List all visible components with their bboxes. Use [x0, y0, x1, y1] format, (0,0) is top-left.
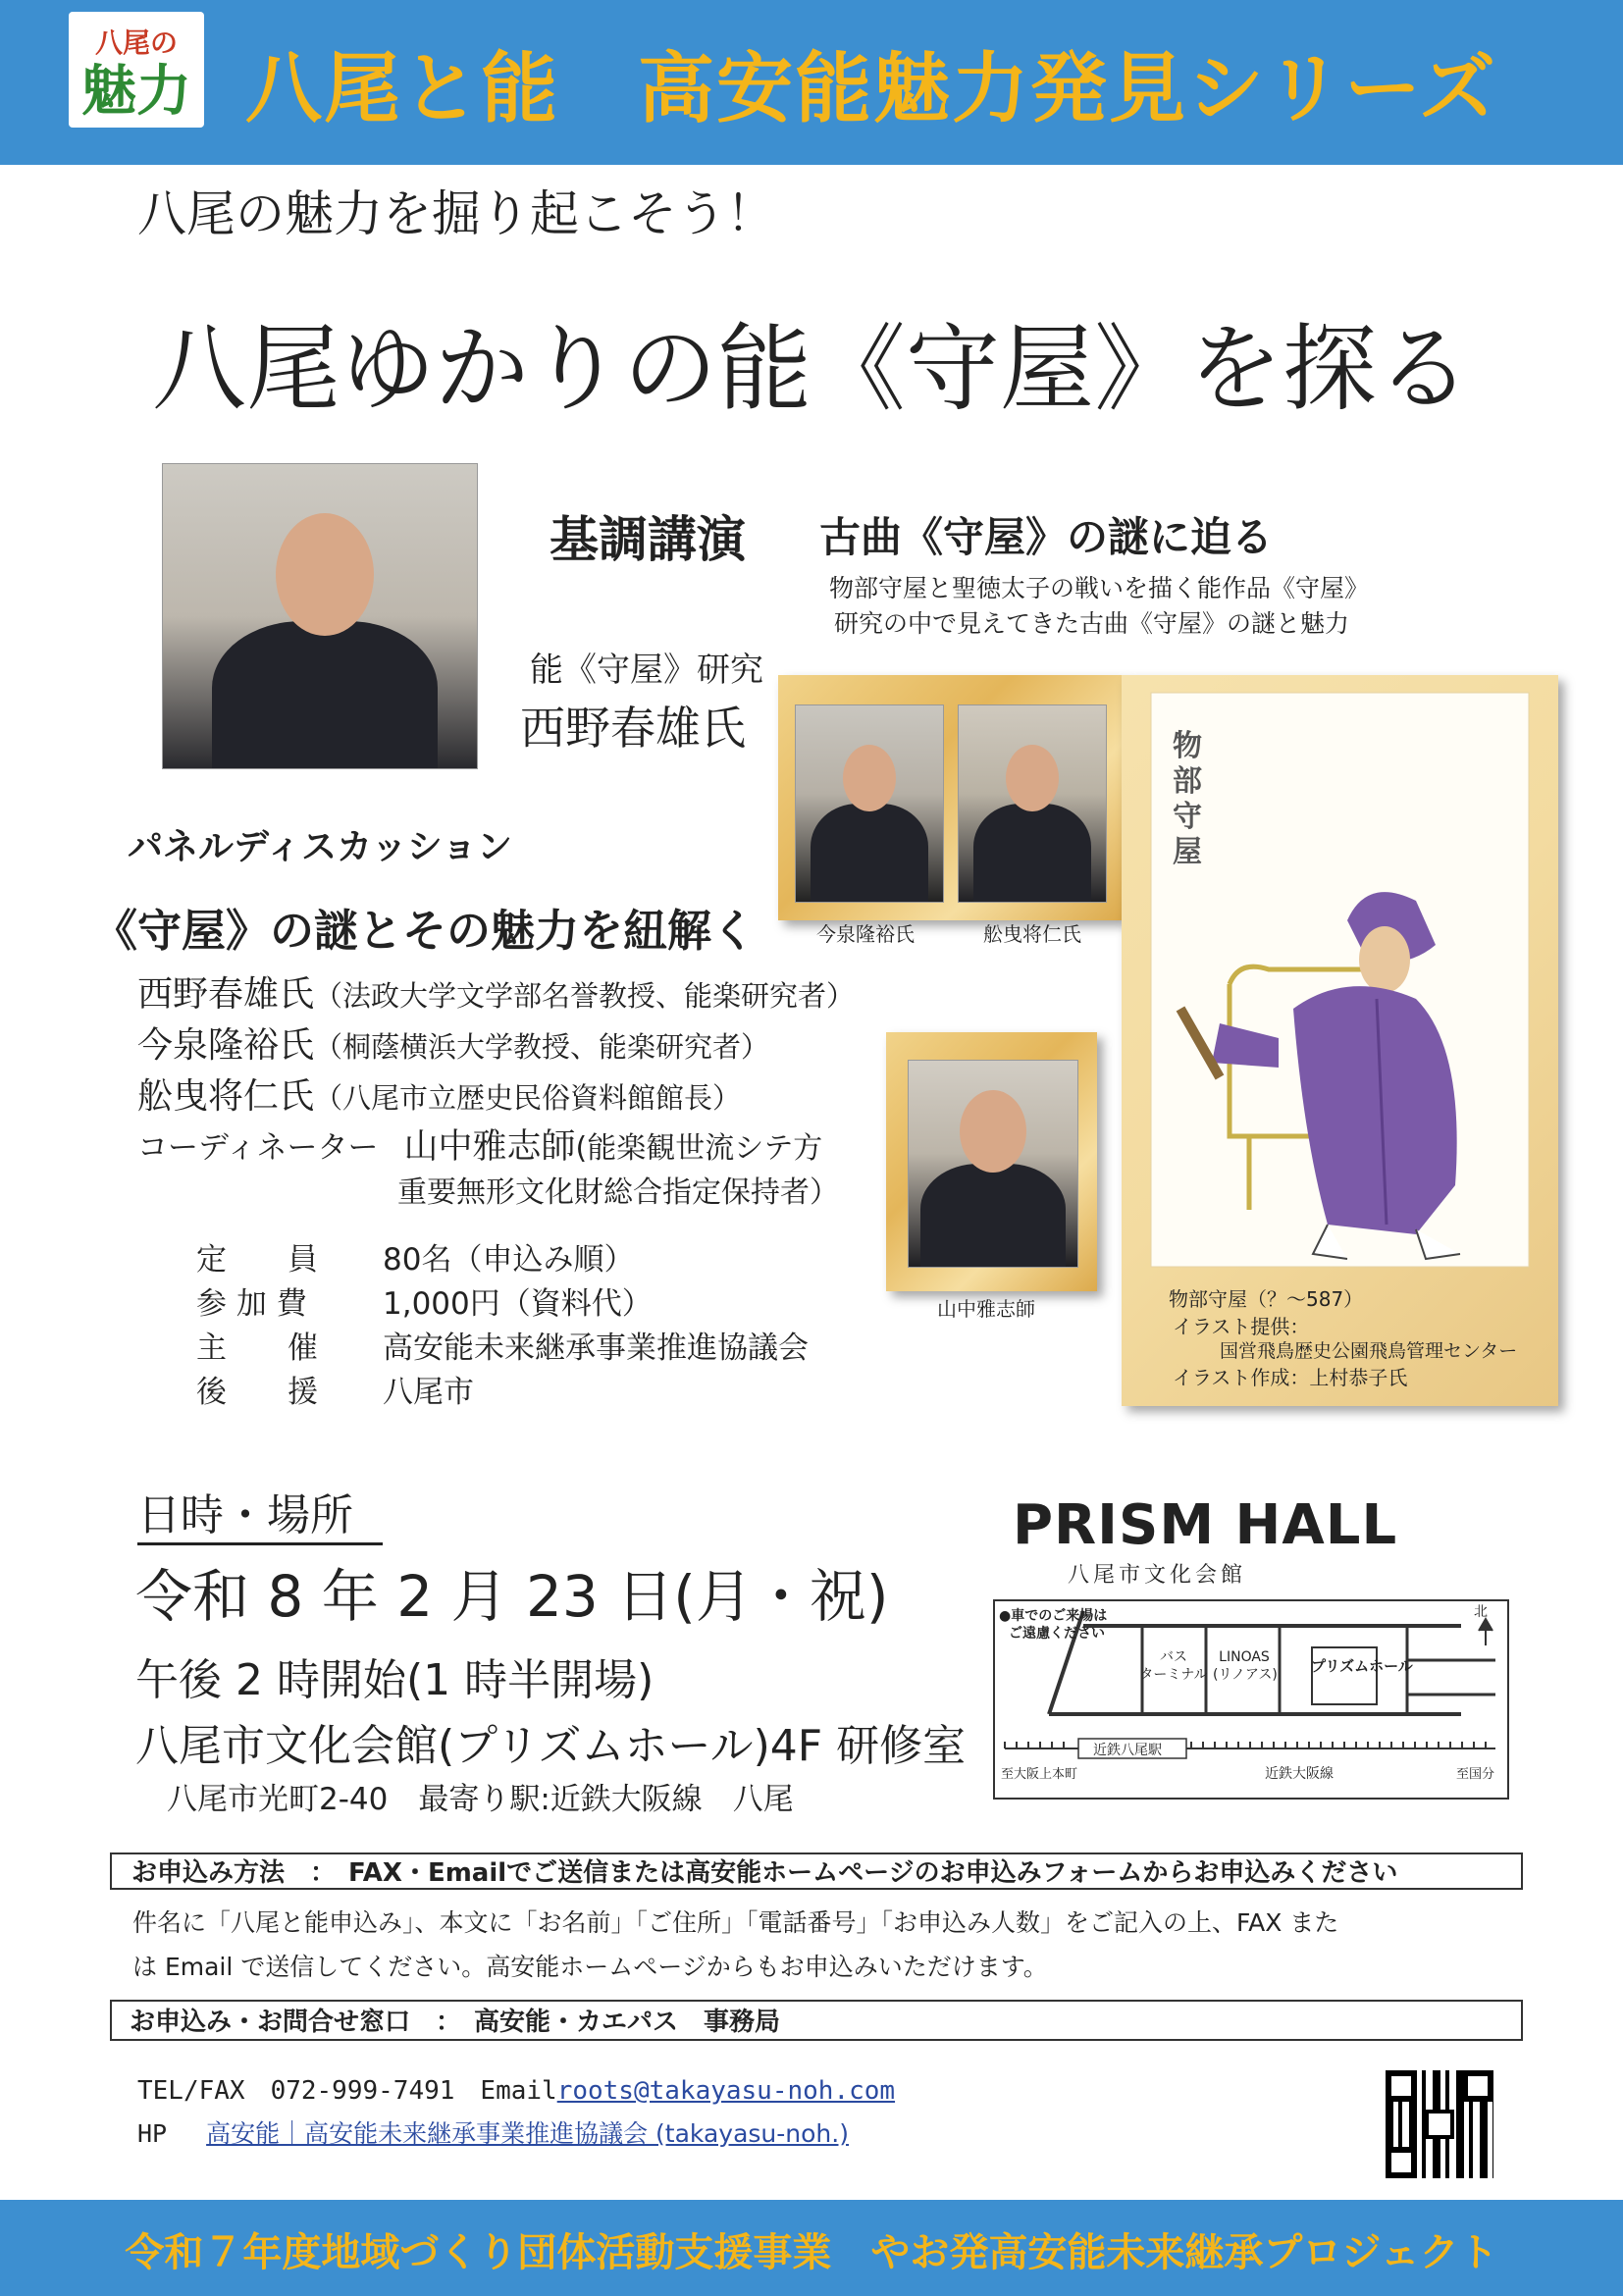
keynote-label: 基調講演	[550, 511, 746, 568]
imaizumi-caption: 今泉隆裕氏	[816, 922, 915, 946]
event-date: 令和 8 年 2 月 23 日(月・祝)	[135, 1563, 889, 1630]
qr-code[interactable]	[1386, 2070, 1493, 2178]
detail-value: 80名（申込み順）	[383, 1242, 635, 1278]
apply-method-line2: は Email で送信してください。高安能ホームページからもお申込みいただけます。	[132, 1953, 1048, 1981]
moriya-illustration-panel	[1122, 675, 1558, 1406]
moriya-vertical-label: 物部守屋	[1173, 729, 1202, 869]
prism-hall-brand: PRISM HALL	[1013, 1493, 1398, 1557]
map-note-1: ●車でのご来場は	[999, 1608, 1108, 1624]
imaizumi-photo	[795, 704, 944, 903]
email-link[interactable]: roots@takayasu-noh.com	[556, 2076, 896, 2106]
illustration-caption-2: イラスト提供：	[1173, 1315, 1310, 1338]
yamanaka-photo-frame	[886, 1032, 1097, 1291]
panel-title: 《守屋》の謎とその魅力を紐解く	[93, 905, 757, 957]
hp-label: HP	[137, 2119, 168, 2148]
panel-member-1	[137, 966, 855, 1017]
north-marker: 北	[1474, 1604, 1488, 1620]
line-label: 近鉄大阪線	[1265, 1766, 1334, 1782]
hp-line	[137, 2114, 849, 2150]
subtitle: 八尾の魅力を掘り起こそう！	[137, 185, 775, 242]
illustration-caption-3: 国営飛鳥歴史公園飛鳥管理センター	[1220, 1340, 1518, 1362]
bus-terminal-label: バス ターミナル	[1139, 1649, 1208, 1683]
prism-hall-sub: 八尾市文化会館	[1068, 1563, 1247, 1588]
datetime-heading: 日時・場所	[137, 1480, 383, 1545]
panel-member-2	[137, 1018, 769, 1068]
funabiki-photo	[958, 704, 1107, 903]
coordinator-row	[137, 1120, 822, 1169]
homepage-link[interactable]: 高安能｜高安能未来継承事業推進協議会 (takayasu-noh.)	[206, 2119, 849, 2148]
detail-row	[196, 1282, 809, 1327]
coordinator-role2: 重要無形文化財総合指定保持者）	[397, 1175, 839, 1210]
keynote-desc-line2: 研究の中で見えてきた古曲《守屋》の謎と魅力	[834, 609, 1350, 638]
detail-value: 高安能未来継承事業推進協議会	[383, 1331, 809, 1366]
apply-method-heading: お申込み方法 ： FAX・Emailでご送信または高安能ホームページのお申込みフォームからお申込みください	[110, 1852, 1523, 1890]
footer-text: 令和７年度地域づくり団体活動支援事業 やお発高安能未来継承プロジェクト	[125, 2230, 1498, 2275]
coordinator-label: コーディネーター	[137, 1130, 379, 1166]
member-name: 西野春雄氏	[137, 974, 315, 1015]
apply-method-line1: 件名に「八尾と能申込み」、本文に「お名前」「ご住所」「電話番号」「お申込み人数」をご記入の上、FAX また	[132, 1908, 1339, 1937]
contact-heading: お申込み・お問合せ窓口 ： 高安能・カエパス 事務局	[110, 2000, 1523, 2041]
detail-row	[196, 1371, 809, 1415]
tel-fax-line	[137, 2070, 895, 2107]
funabiki-caption: 舩曳将仁氏	[983, 922, 1081, 946]
yao-charm-logo	[69, 12, 204, 128]
station-label: 近鉄八尾駅	[1093, 1743, 1162, 1758]
series-title: 八尾と能 高安能魅力発見シリーズ	[245, 45, 1498, 133]
illustration-caption-4: イラスト作成：上村恭子氏	[1173, 1366, 1408, 1389]
prism-hall-label: プリズムホール	[1311, 1657, 1413, 1675]
main-title: 八尾ゆかりの能《守屋》を探る	[152, 314, 1471, 424]
detail-label: 主 催	[196, 1331, 318, 1366]
detail-row	[196, 1238, 809, 1282]
member-role: （法政大学文学部名誉教授、能楽研究者）	[314, 979, 856, 1013]
detail-label: 参 加 費	[196, 1286, 307, 1322]
right-dest-label: 至国分	[1456, 1767, 1495, 1782]
access-map	[993, 1599, 1509, 1800]
coordinator-name: 山中雅志師	[403, 1127, 576, 1167]
logo-line2: 魅力	[81, 60, 191, 124]
member-name: 今泉隆裕氏	[137, 1025, 315, 1066]
member-role: （桐蔭横浜大学教授、能楽研究者）	[314, 1030, 770, 1064]
keynote-desc-line1: 物部守屋と聖徳太子の戦いを描く能作品《守屋》	[829, 574, 1370, 602]
member-name: 舩曳将仁氏	[137, 1076, 315, 1117]
speaker-name: 西野春雄氏	[520, 702, 746, 755]
illustration-caption-1: 物部守屋（？～587）	[1169, 1287, 1364, 1311]
linoas-label: LINOAS (リノアス)	[1213, 1649, 1278, 1683]
map-note-2: ご遠慮ください	[1009, 1626, 1105, 1642]
keynote-title: 古曲《守屋》の謎に迫る	[819, 513, 1274, 561]
speaker-role: 能《守屋》研究	[530, 651, 763, 690]
panel-label: パネルディスカッション	[128, 827, 513, 867]
detail-value: 1,000円（資料代）	[383, 1286, 653, 1322]
details-list	[196, 1238, 809, 1415]
detail-label: 後 援	[196, 1375, 318, 1410]
panel-member-3	[137, 1069, 741, 1119]
detail-value: 八尾市	[383, 1375, 474, 1410]
panel-photos-frame	[778, 675, 1122, 920]
logo-line1: 八尾の	[94, 26, 178, 59]
detail-row	[196, 1327, 809, 1371]
event-venue: 八尾市文化会館(プリズムホール)4F 研修室	[135, 1721, 967, 1771]
tel-fax-label: TEL/FAX 072-999-7491 Email	[137, 2076, 557, 2106]
nishino-photo	[162, 463, 478, 769]
yamanaka-photo	[908, 1060, 1078, 1268]
member-role: （八尾市立歴史民俗資料館館長）	[314, 1081, 742, 1115]
yamanaka-caption: 山中雅志師	[937, 1297, 1035, 1321]
coordinator-role1: (能楽観世流シテ方	[575, 1131, 823, 1166]
event-address: 八尾市光町2-40 最寄り駅:近鉄大阪線 八尾	[167, 1782, 794, 1817]
event-time: 午後 2 時開始(1 時半開場)	[135, 1655, 654, 1705]
detail-label: 定 員	[196, 1242, 318, 1278]
left-dest-label: 至大阪上本町	[1001, 1767, 1078, 1782]
